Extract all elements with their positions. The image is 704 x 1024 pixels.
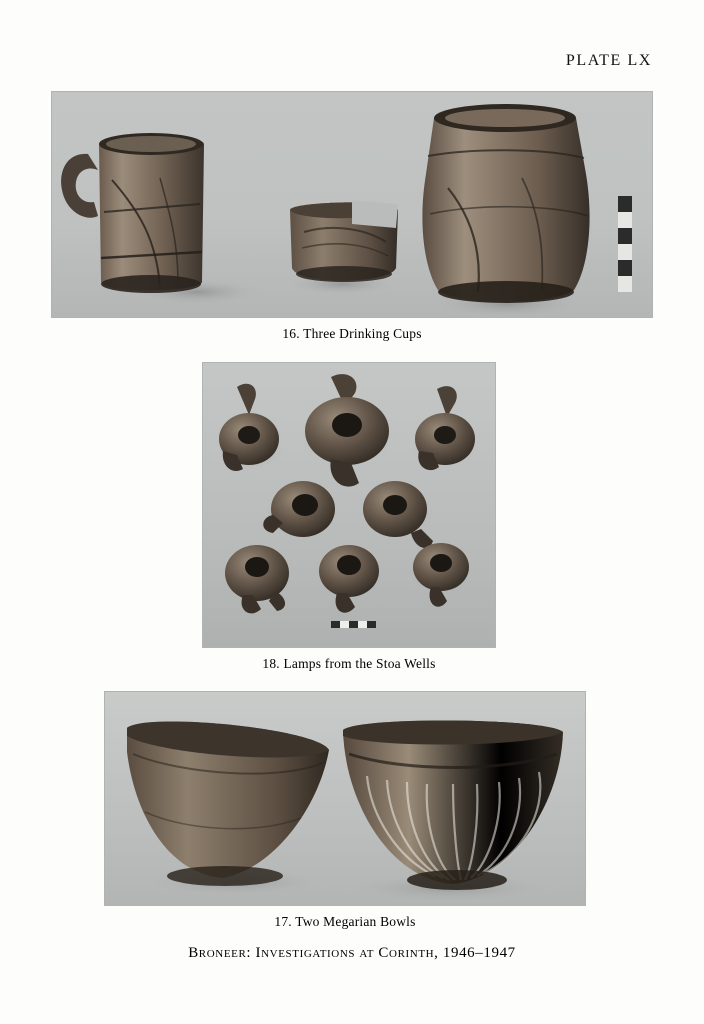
artifact-ribbed-bowl [343, 720, 563, 890]
plate-label: PLATE LX [565, 52, 652, 69]
figure-17-artifacts [105, 692, 585, 905]
figure-18-artifacts [203, 363, 495, 647]
figure-16-photo [52, 92, 652, 317]
figure-16-caption: 16. Three Drinking Cups [282, 326, 422, 341]
artifact-lamp-6 [225, 545, 289, 613]
artifact-tall-jar [422, 104, 589, 303]
figure-18 [203, 363, 495, 672]
artifact-lamp-2 [305, 374, 389, 486]
figure-17 [105, 692, 585, 930]
figure-16 [52, 92, 652, 342]
figure-18-caption: 18. Lamps from the Stoa Wells [262, 656, 436, 671]
artifact-low-bowl [290, 200, 398, 282]
figure-17-photo [105, 692, 585, 905]
artifact-lamp-5 [363, 481, 433, 548]
figure-17-caption: 17. Two Megarian Bowls [274, 914, 416, 929]
scale-bar-icon [331, 621, 376, 628]
artifact-lamp-8 [413, 543, 469, 607]
figure-16-artifacts [52, 92, 652, 317]
artifact-lamp-4 [263, 481, 335, 537]
scale-bar-icon [618, 196, 632, 292]
artifact-handled-mug [61, 133, 204, 293]
running-foot: Broneer: Investigations at Corinth, 1946–1947 [188, 945, 516, 961]
artifact-lamp-7 [319, 545, 379, 613]
figure-18-photo [203, 363, 495, 647]
artifact-plain-bowl [127, 722, 329, 886]
artifact-lamp-3 [415, 386, 475, 470]
